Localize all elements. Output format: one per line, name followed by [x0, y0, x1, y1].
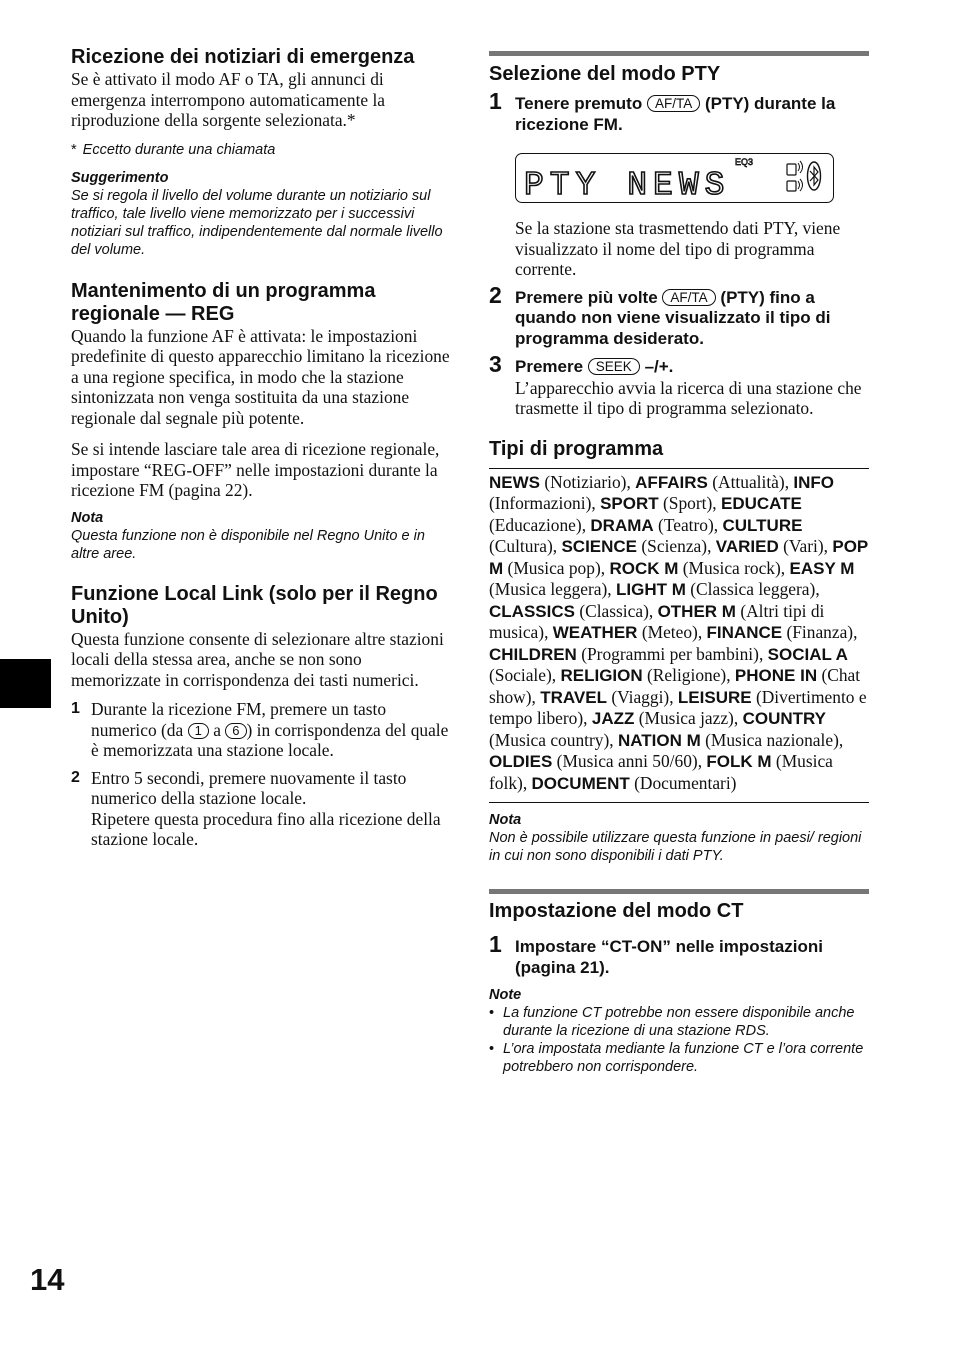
program-type-code: TRAVEL	[540, 687, 607, 707]
step-number: 1	[71, 700, 80, 717]
program-type-code: LIGHT M	[616, 580, 686, 599]
program-type-desc: (Classica leggera)	[690, 579, 816, 599]
local-link-step-1	[71, 699, 453, 761]
program-type-code: LEISURE	[677, 687, 752, 707]
program-type-desc: (Attualità)	[712, 471, 785, 492]
af-ta-key: AF/TA	[647, 95, 700, 112]
program-type-code: CLASSICS	[489, 601, 575, 621]
tip-title: Suggerimento	[71, 169, 169, 186]
program-type-desc: (Meteo)	[641, 622, 698, 642]
program-type-desc: (Chat show)	[489, 665, 861, 707]
types-note-title: Nota	[489, 812, 522, 828]
section-title-program-types: Tipi di programma	[489, 437, 664, 460]
step-text: Ripetere questa procedura fino alla ricezione della stazione locale.	[91, 808, 441, 849]
program-type-item	[618, 730, 839, 750]
step-text: (PTY) fino a quando non viene visualizzato il tipo di programma desiderato.	[515, 287, 831, 348]
program-type-item	[489, 751, 698, 771]
program-type-item	[592, 708, 734, 728]
program-type-desc: (Documentari)	[634, 772, 737, 793]
section-rule	[489, 51, 869, 56]
ct-step-1	[489, 931, 869, 978]
program-type-code: INFO	[793, 472, 834, 492]
step-text: Premere	[515, 357, 584, 376]
lcd-eq-label: EQ3	[735, 157, 754, 167]
program-types-list: NEWS (Notiziario), AFFAIRS (Attualità), INFO (Informazioni), SPORT (Sport), EDUCATE (Educazione), DRAMA (Teatro), CULTURE (Cultura), SCIENCE (Scienza), VARIED (Vari), POP M (Musica pop), ROCK M (Musica rock), EASY M (Musica leggera), LIGHT M (Classica leggera), CLASSICS (Classica), OTHER M (Altri tipi di musica), WEATHER (Meteo), FINANCE (Finanza), CHILDREN (Programmi per bambini), SOCIAL A (Sociale), RELIGION (Religione), PHONE IN (Chat show), TRAVEL (Viaggi), LEISURE (Divertimento e tempo libero), JAZZ (Musica jazz), COUNTRY (Musica country), NATION M (Musica nazionale), OLDIES (Musica anni 50/60), FOLK M (Musica folk), DOCUMENT (Documentari)	[489, 471, 868, 793]
step-text: Durante la ricezione FM, premere un tasto numerico (da	[91, 699, 387, 740]
divider	[489, 802, 869, 803]
program-type-code: SOCIAL A	[767, 644, 848, 664]
program-type-desc: (Vari)	[783, 536, 824, 556]
program-type-code: SCIENCE	[561, 537, 638, 556]
footnote-mark: *	[71, 141, 77, 158]
types-note-body: Non è possibile utilizzare questa funzione in paesi/ regioni in cui non sono disponibili i dati PTY.	[489, 830, 862, 864]
program-type-code: AFFAIRS	[635, 472, 708, 492]
section-title-pty: Selezione del modo PTY	[489, 63, 721, 85]
step-3-body: L’apparecchio avvia la ricerca di una stazione che trasmette il tipo di programma selezionato.	[515, 377, 862, 418]
program-type-item	[707, 622, 854, 642]
program-type-code: EASY M	[789, 558, 855, 578]
ct-notes-list	[489, 1004, 869, 1076]
program-type-desc: (Musica rock)	[682, 557, 781, 578]
pty-display-explanation: Se la stazione sta trasmettendo dati PTY, viene visualizzato il nome del tipo di programma corrente.	[515, 218, 841, 279]
program-type-desc: (Musica nazionale)	[705, 729, 839, 750]
pty-step-2	[489, 281, 869, 350]
program-type-code: PHONE IN	[734, 666, 818, 685]
program-type-desc: (Classica)	[579, 600, 649, 621]
local-link-body: Questa funzione consente di selezionare altre stazioni locali della stessa area, anche se non sono memorizzate in corrispondenza dei tasti numerici.	[71, 628, 444, 690]
local-link-step-2	[71, 768, 453, 850]
step-number: 2	[71, 768, 80, 786]
program-type-desc: (Teatro)	[658, 514, 714, 535]
program-type-desc: (Sociale)	[489, 665, 552, 685]
program-type-item	[489, 644, 759, 664]
program-type-item	[560, 665, 726, 685]
program-type-code: EDUCATE	[720, 494, 802, 513]
section-title-emergency: Ricezione dei notiziari di emergenza	[71, 46, 415, 68]
reg-note-title: Nota	[71, 509, 104, 526]
ct-note-item: • La funzione CT potrebbe non essere disponibile anche durante la ricezione di una stazione RDS.	[489, 1004, 869, 1040]
program-type-desc: (Altri tipi di musica)	[489, 600, 825, 642]
preset-key-1: 1	[188, 723, 209, 739]
program-type-item	[609, 558, 780, 578]
program-type-item	[561, 536, 707, 556]
program-type-desc: (Religione)	[647, 665, 727, 685]
program-type-desc: (Divertimento e tempo libero)	[489, 686, 867, 728]
program-type-item	[540, 687, 669, 707]
program-type-desc: (Musica country)	[489, 729, 610, 750]
tip-body: Se si regola il livello del volume durante un notiziario sul traffico, tale livello viene memorizzato per i successivi notiziari sul traffico, indipendentemente dal normale livello del volume.	[71, 187, 443, 258]
reg-p1: Quando la funzione AF è attivata: le impostazioni predefinite di questo apparecchio limitano la ricezione a una regione specifica, in modo che la stazione sintonizzata non venga sostituita da una stazione regionale dal segnale più potente.	[71, 325, 450, 428]
step-number: 3	[489, 351, 502, 377]
program-type-code: SPORT	[600, 494, 659, 513]
program-type-desc: (Musica folk)	[489, 751, 833, 793]
pty-step-3	[489, 351, 869, 419]
program-type-code: DOCUMENT	[531, 773, 630, 793]
program-type-item	[590, 515, 713, 535]
reg-note-body: Questa funzione non è disponibile nel Regno Unito e in altre aree.	[71, 527, 425, 562]
seek-key: SEEK	[588, 358, 640, 375]
page-number: 14	[30, 1262, 65, 1297]
program-type-item	[716, 536, 824, 556]
program-type-code: ROCK M	[609, 558, 679, 578]
section-tab-marker	[0, 659, 51, 708]
step-text: –/+.	[644, 357, 674, 376]
section-rule	[489, 889, 869, 894]
section-title-ct: Impostazione del modo CT	[489, 900, 744, 922]
program-type-item	[489, 601, 649, 621]
step-number: 1	[489, 931, 502, 957]
program-type-code: DRAMA	[590, 515, 654, 535]
program-type-code: VARIED	[715, 537, 779, 556]
program-type-code: POP M	[489, 537, 868, 578]
program-type-code: JAZZ	[591, 709, 635, 728]
step-text: a	[213, 719, 221, 740]
step-text: ) in corrispondenza del quale è memorizzata una stazione locale.	[91, 719, 449, 760]
program-type-desc: (Viaggi)	[611, 686, 670, 707]
step-instruction	[515, 94, 869, 135]
program-type-desc: (Informazioni)	[489, 493, 592, 513]
step-instruction	[515, 288, 869, 350]
step-text: (PTY) durante la ricezione FM.	[515, 94, 836, 134]
program-type-desc: (Musica leggera)	[489, 579, 608, 599]
program-type-code: FINANCE	[706, 623, 783, 642]
program-type-desc: (Cultura)	[489, 536, 553, 556]
step-text: Premere più volte	[515, 287, 658, 307]
program-type-desc: (Educazione)	[489, 514, 582, 535]
step-instruction: Impostare “CT-ON” nelle impostazioni (pagina 21).	[515, 937, 823, 977]
phone-icon	[787, 161, 803, 175]
program-type-item	[553, 622, 698, 642]
emergency-body: Se è attivato il modo AF o TA, gli annunci di emergenza interrompono automaticamente la riproduzione della sorgente selezionata.*	[71, 69, 386, 130]
pty-step-1	[489, 88, 869, 135]
program-type-code: NEWS	[489, 472, 540, 492]
ct-note-item: • L’ora impostata mediante la funzione CT e l’ora corrente potrebbero non corrispondere.	[489, 1040, 869, 1076]
footnote	[71, 141, 453, 159]
step-instruction	[515, 357, 869, 378]
program-type-code: CHILDREN	[489, 644, 577, 664]
program-type-item	[635, 472, 785, 492]
section-title-reg: Mantenimento di un programma regionale — REG	[71, 279, 376, 325]
program-type-desc: (Programmi per bambini)	[581, 643, 759, 664]
step-number: 2	[489, 281, 502, 308]
ct-notes-title: Note	[489, 987, 522, 1003]
lcd-graphic	[516, 154, 833, 202]
step-text: Tenere premuto	[515, 94, 643, 113]
program-type-item	[616, 579, 815, 599]
program-type-code: FOLK M	[706, 752, 772, 771]
af-ta-key: AF/TA	[662, 289, 715, 306]
section-title-local-link: Funzione Local Link (solo per il Regno Unito)	[71, 582, 438, 628]
program-type-code: NATION M	[617, 730, 701, 750]
program-type-code: COUNTRY	[742, 709, 826, 728]
step-number: 1	[489, 88, 502, 114]
program-type-desc: (Musica anni 50/60)	[556, 751, 698, 771]
footnote-text: Eccetto durante una chiamata	[82, 141, 276, 158]
divider	[489, 468, 869, 469]
program-type-code: CULTURE	[722, 515, 803, 535]
program-type-item	[600, 493, 712, 513]
music-icon	[787, 179, 803, 191]
preset-key-6: 6	[225, 723, 246, 739]
program-type-desc: (Scienza)	[641, 536, 708, 556]
lcd-display	[515, 153, 834, 203]
program-type-desc: (Finanza)	[786, 622, 854, 642]
program-type-item	[489, 472, 626, 492]
lcd-text: PTY NEWS	[524, 167, 731, 202]
program-type-desc: (Notiziario)	[544, 471, 627, 492]
program-type-item	[532, 773, 737, 793]
program-type-code: OTHER M	[657, 601, 736, 621]
step-text: Entro 5 secondi, premere nuovamente il tasto numerico della stazione locale.	[91, 767, 407, 808]
program-type-desc: (Sport)	[663, 493, 713, 513]
program-type-desc: (Musica pop)	[507, 557, 601, 578]
reg-p2: Se si intende lasciare tale area di ricezione regionale, impostare “REG-OFF” nelle impostazioni durante la ricezione FM (pagina 22).	[71, 439, 440, 500]
program-type-code: RELIGION	[560, 666, 643, 685]
program-type-code: OLDIES	[489, 752, 553, 771]
program-type-desc: (Musica jazz)	[638, 708, 734, 728]
bluetooth-icon	[808, 162, 821, 190]
program-type-code: WEATHER	[552, 623, 638, 642]
